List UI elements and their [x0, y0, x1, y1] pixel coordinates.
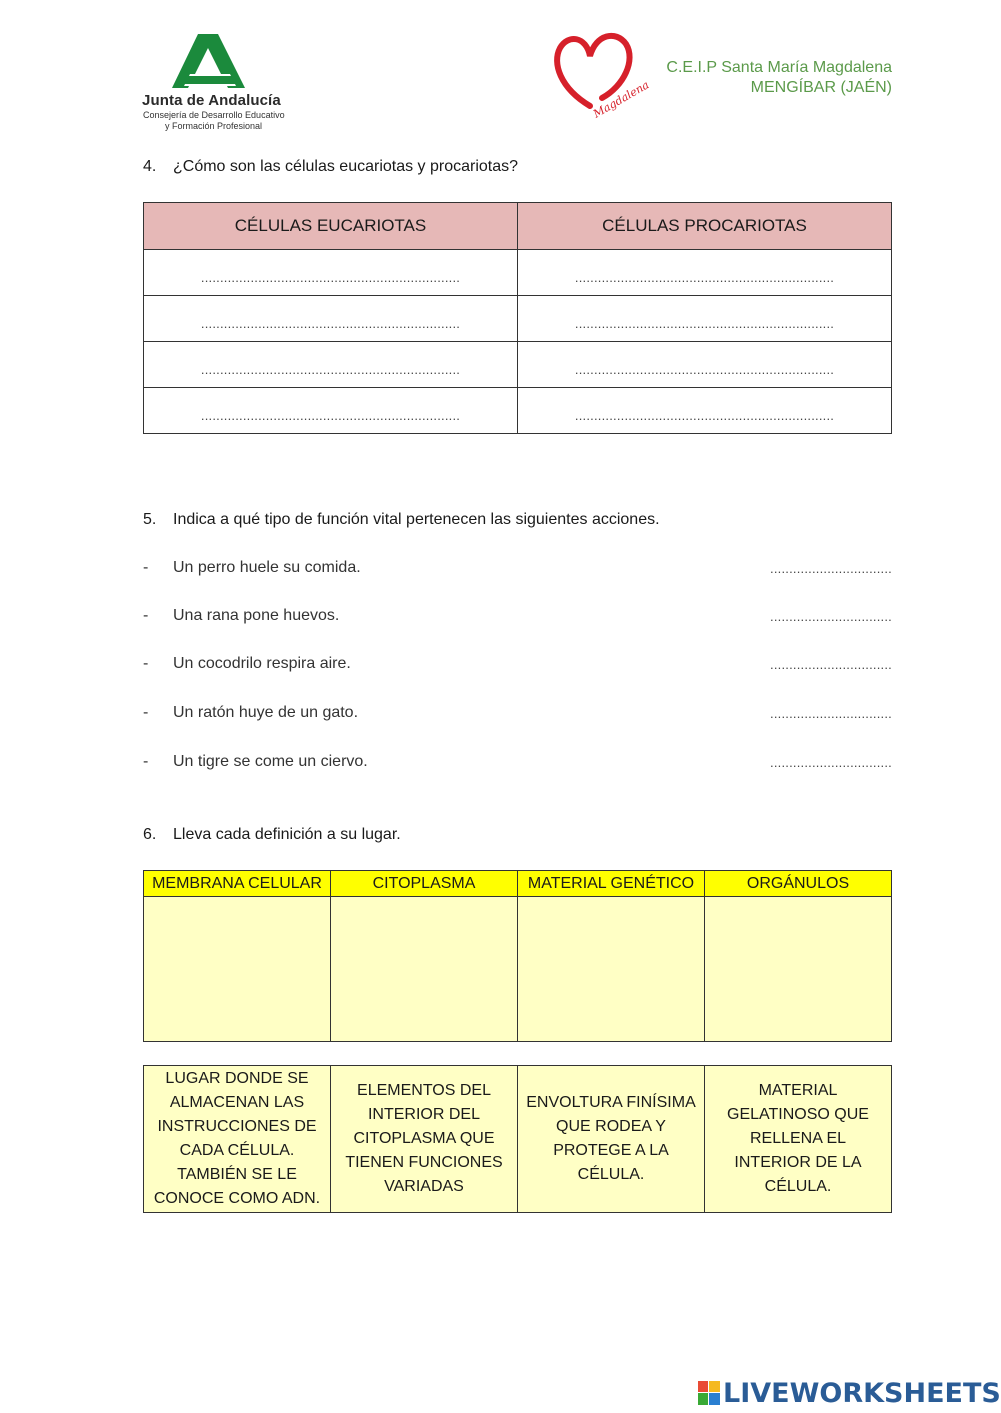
drop-zone-genetic-material[interactable]	[518, 897, 705, 1042]
list-item	[143, 655, 892, 679]
question-6-number: 6.	[143, 826, 157, 843]
liveworksheets-badge-icon	[698, 1381, 720, 1405]
school-town: MENGÍBAR (JAÉN)	[750, 79, 892, 96]
question-4	[143, 158, 518, 176]
question-6-text: Lleva cada definición a su lugar.	[173, 826, 401, 843]
list-item	[143, 704, 892, 728]
list-dash: -	[143, 559, 149, 576]
question-5	[143, 511, 660, 529]
header-prokaryotic: CÉLULAS PROCARIOTAS	[518, 203, 892, 250]
question-4-number: 4.	[143, 158, 157, 175]
header-organelles: ORGÁNULOS	[705, 871, 892, 897]
question-5-text: Indica a qué tipo de función vital pertenecen las siguientes acciones.	[173, 511, 660, 528]
junta-subtitle-2: y Formación Profesional	[165, 121, 263, 131]
list-item	[143, 607, 892, 631]
answer-blank-prokaryotic-2[interactable]: ....................................................................	[518, 296, 892, 342]
list-item	[143, 559, 892, 583]
answer-blank-prokaryotic-1[interactable]: ....................................................................	[518, 250, 892, 296]
answer-blank[interactable]: ................................	[770, 609, 892, 624]
header-eukaryotic: CÉLULAS EUCARIOTAS	[144, 203, 518, 250]
list-item	[143, 753, 892, 777]
junta-subtitle: Consejería de Desarrollo Educativo	[143, 110, 285, 120]
draggable-definition-1[interactable]: LUGAR DONDE SE ALMACENAN LAS INSTRUCCIONES DE CADA CÉLULA. TAMBIÉN SE LE CONOCE COMO ADN.	[144, 1066, 331, 1213]
header-cytoplasm: CITOPLASMA	[331, 871, 518, 897]
answer-blank-eukaryotic-3[interactable]: ....................................................................	[144, 342, 518, 388]
liveworksheets-brand[interactable]: LIVEWORKSHEETS	[723, 1378, 1001, 1409]
list-dash: -	[143, 607, 149, 624]
answer-blank-eukaryotic-1[interactable]: ....................................................................	[144, 250, 518, 296]
answer-blank-eukaryotic-4[interactable]: ....................................................................	[144, 388, 518, 434]
list-item-text: Una rana pone huevos.	[173, 607, 340, 624]
school-name: C.E.I.P Santa María Magdalena	[666, 59, 892, 76]
answer-blank[interactable]: ................................	[770, 561, 892, 576]
drop-zone-cell-membrane[interactable]	[144, 897, 331, 1042]
question-5-number: 5.	[143, 511, 157, 528]
header-cell-membrane: MEMBRANA CELULAR	[144, 871, 331, 897]
school-logo-script: Magdalena	[591, 78, 652, 121]
list-item-text: Un tigre se come un ciervo.	[173, 753, 368, 770]
list-item-text: Un ratón huye de un gato.	[173, 704, 359, 721]
draggable-definition-4[interactable]: MATERIAL GELATINOSO QUE RELLENA EL INTERIOR DE LA CÉLULA.	[705, 1066, 892, 1213]
junta-name: Junta de Andalucía	[142, 92, 281, 109]
answer-blank[interactable]: ................................	[770, 657, 892, 672]
list-item-text: Un cocodrilo respira aire.	[173, 655, 351, 672]
answer-blank-eukaryotic-2[interactable]: ....................................................................	[144, 296, 518, 342]
answer-blank-prokaryotic-3[interactable]: ....................................................................	[518, 342, 892, 388]
answer-blank[interactable]: ................................	[770, 706, 892, 721]
draggable-definition-2[interactable]: ELEMENTOS DEL INTERIOR DEL CITOPLASMA QUE TIENEN FUNCIONES VARIADAS	[331, 1066, 518, 1213]
header-genetic-material: MATERIAL GENÉTICO	[518, 871, 705, 897]
drop-zone-cytoplasm[interactable]	[331, 897, 518, 1042]
list-dash: -	[143, 655, 149, 672]
drop-zone-organelles[interactable]	[705, 897, 892, 1042]
school-heart-logo	[550, 28, 652, 123]
list-dash: -	[143, 704, 149, 721]
list-dash: -	[143, 753, 149, 770]
list-item-text: Un perro huele su comida.	[173, 559, 361, 576]
question-4-text: ¿Cómo son las células eucariotas y procariotas?	[173, 158, 519, 175]
drop-target-table	[143, 870, 892, 1042]
definitions-table	[143, 1065, 892, 1213]
answer-blank[interactable]: ................................	[770, 755, 892, 770]
cell-types-table	[143, 202, 892, 434]
question-6	[143, 826, 401, 844]
draggable-definition-3[interactable]: ENVOLTURA FINÍSIMA QUE RODEA Y PROTEGE A LA CÉLULA.	[518, 1066, 705, 1213]
answer-blank-prokaryotic-4[interactable]: ....................................................................	[518, 388, 892, 434]
